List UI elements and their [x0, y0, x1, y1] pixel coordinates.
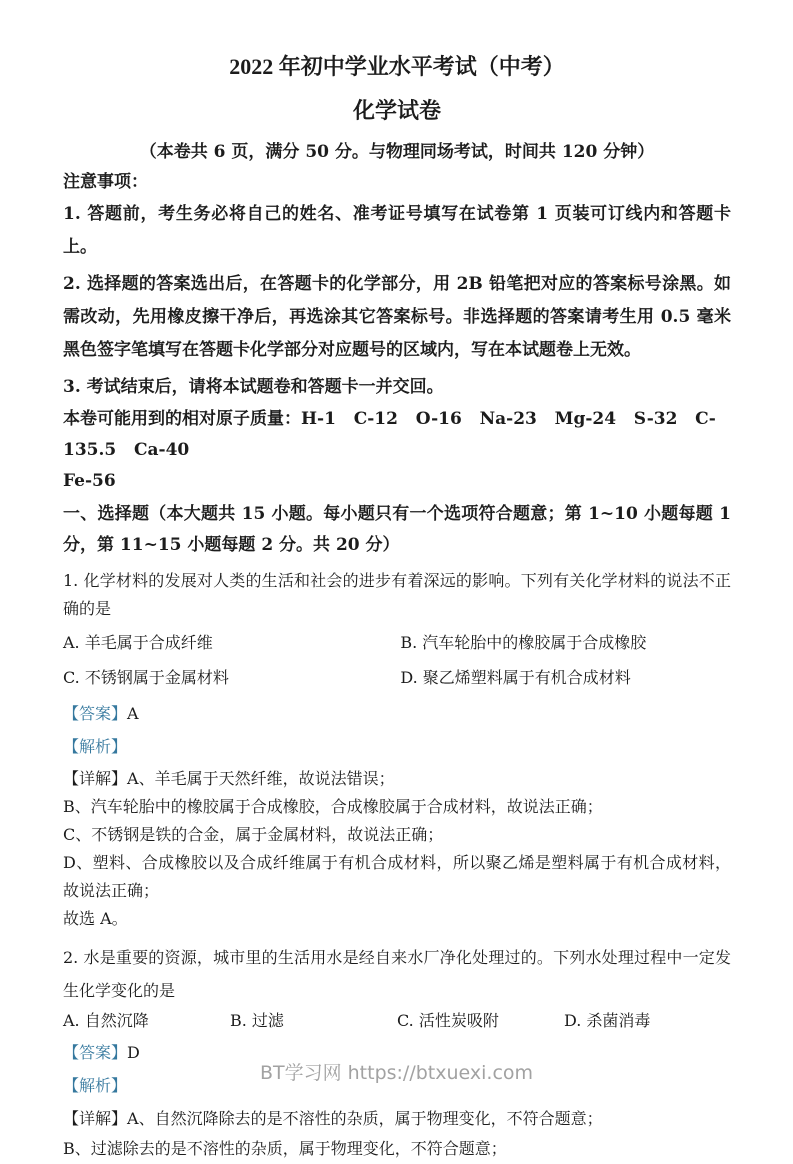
- atomic-masses-line-2: Fe-56: [63, 471, 116, 491]
- detail-text: A、自然沉降除去的是不溶性的杂质，属于物理变化，不符合题意；: [127, 1109, 603, 1128]
- answer-label: 【答案】: [63, 704, 128, 723]
- atomic-masses-line: [63, 404, 731, 466]
- detail-text: A、羊毛属于天然纤维，故说法错误；: [127, 769, 395, 788]
- question-2-detail-b: B、过滤除去的是不溶性的杂质，属于物理变化，不符合题意；: [63, 1139, 507, 1158]
- question-2-option-d: D. 杀菌消毒: [564, 1011, 651, 1030]
- question-1-option-c: C. 不锈钢属于金属材料: [63, 668, 229, 687]
- question-2-answer-value: D: [127, 1043, 140, 1062]
- question-1-option-b: B. 汽车轮胎中的橡胶属于合成橡胶: [400, 633, 647, 652]
- question-2-options-row: [63, 1007, 731, 1035]
- question-1-option-a: A. 羊毛属于合成纤维: [63, 633, 213, 652]
- question-2-stem: 2. 水是重要的资源，城市里的生活用水是经自来水厂净化处理过的。下列水处理过程中一定发生化学变化的是: [63, 948, 731, 1000]
- paper-subtitle: 化学试卷: [352, 98, 441, 123]
- footer-watermark: BT学习网 https://btxuexi.com: [259, 1062, 534, 1084]
- detail-label: 【详解】: [63, 1109, 128, 1128]
- analysis-label: 【解析】: [63, 1076, 128, 1095]
- notice-heading: 注意事项：: [63, 172, 148, 192]
- atomic-masses-values: H-1 C-12 O-16 Na-23 Mg-24 S-32 C-135.5 Ca-40: [63, 409, 716, 460]
- question-1-detail-a: [63, 765, 731, 793]
- notice-item-1: 1. 答题前，考生务必将自己的姓名、准考证号填写在试卷第 1 页装可订线内和答题卡上。: [63, 204, 731, 257]
- question-2-option-b: B. 过滤: [230, 1011, 284, 1030]
- page-title: 2022 年初中学业水平考试（中考）: [229, 54, 565, 79]
- detail-label: 【详解】: [63, 769, 128, 788]
- notice-item-3: 3. 考试结束后，请将本试题卷和答题卡一并交回。: [63, 377, 444, 397]
- question-1-answer-value: A: [127, 704, 139, 723]
- atomic-masses-label: 本卷可能用到的相对原子质量：: [63, 409, 301, 429]
- analysis-label: 【解析】: [63, 737, 128, 756]
- section-heading-choice: 一、选择题（本大题共 15 小题。每小题只有一个选项符合题意；第 1~10 小题每题 1 分，第 11~15 小题每题 2 分。共 20 分）: [63, 504, 731, 555]
- question-1-conclusion: 故选 A。: [63, 909, 128, 928]
- question-1-stem: 1. 化学材料的发展对人类的生活和社会的进步有着深远的影响。下列有关化学材料的说法不正确的是: [63, 571, 731, 618]
- question-1-detail-b: B、汽车轮胎中的橡胶属于合成橡胶，合成橡胶属于合成材料，故说法正确；: [63, 797, 603, 816]
- answer-label: 【答案】: [63, 1043, 128, 1062]
- question-2-option-c: C. 活性炭吸附: [397, 1011, 499, 1030]
- question-1-detail-d: D、塑料、合成橡胶以及合成纤维属于有机合成材料，所以聚乙烯是塑料属于有机合成材料，故说法正确；: [63, 853, 731, 900]
- question-2-detail-a: [63, 1104, 731, 1134]
- question-1-options-row-1: [63, 629, 731, 657]
- notice-item-2: 2. 选择题的答案选出后，在答题卡的化学部分，用 2B 铅笔把对应的答案标号涂黑。如需改动，先用橡皮擦干净后，再选涂其它答案标号。非选择题的答案请考生用 0.5 毫米黑色签字笔填写在答题卡化学部分对应题号的区域内，写在本试题卷上无效。: [63, 274, 731, 360]
- question-1-analysis-label: [63, 733, 731, 761]
- exam-info-line: （本卷共 6 页，满分 50 分。与物理同场考试，时间共 120 分钟）: [139, 142, 655, 162]
- question-1-detail-c: C、不锈钢是铁的合金，属于金属材料，故说法正确；: [63, 825, 444, 844]
- question-2-option-a: A. 自然沉降: [63, 1011, 149, 1030]
- question-1-option-d: D. 聚乙烯塑料属于有机合成材料: [400, 668, 631, 687]
- question-1-options-row-2: [63, 664, 731, 692]
- question-1-answer-line: [63, 700, 731, 728]
